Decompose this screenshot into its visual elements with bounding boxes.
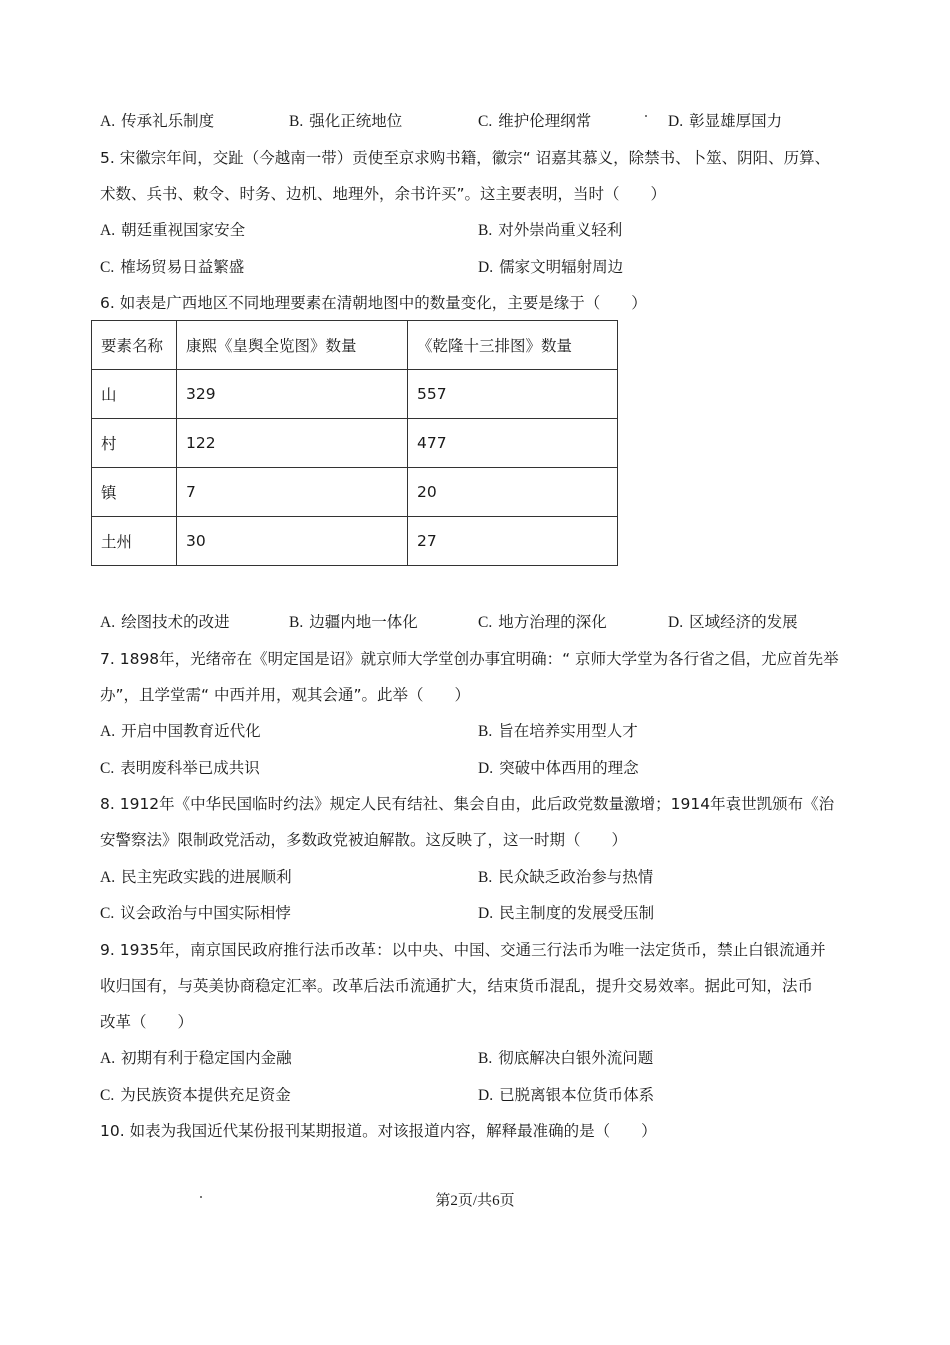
- table-cell: 20: [408, 468, 618, 517]
- q7-option-d: D. 突破中体西用的理念: [478, 759, 639, 777]
- table-cell: 27: [408, 517, 618, 566]
- q6-option-b: B. 边疆内地一体化: [289, 613, 418, 631]
- q7-option-b: B. 旨在培养实用型人才: [478, 722, 638, 740]
- q4-option-a: A. 传承礼乐制度: [100, 112, 215, 130]
- q8-option-d: D. 民主制度的发展受压制: [478, 904, 655, 922]
- q10-stem: 10. 如表为我国近代某份报刊某期报道。对该报道内容，解释最准确的是（ ）: [100, 1122, 657, 1140]
- q8-option-c: C. 议会政治与中国实际相悖: [100, 904, 291, 922]
- q4-option-b: B. 强化正统地位: [289, 112, 403, 130]
- q6-data-table: [91, 320, 618, 566]
- q6-option-a: A. 绘图技术的改进: [100, 613, 230, 631]
- q9-option-c: C. 为民族资本提供充足资金: [100, 1086, 291, 1104]
- table-row: [92, 370, 618, 419]
- q5-stem-line-2: 术数、兵书、敕令、时务、边机、地理外，余书许买”。这主要表明，当时（ ）: [100, 185, 667, 203]
- q5-option-a: A. 朝廷重视国家安全: [100, 221, 246, 239]
- q9-stem-line-1: 9. 1935年，南京国民政府推行法币改革：以中央、中国、交通三行法币为唯一法定货币，禁止白银流通并: [100, 941, 826, 959]
- q6-stem: 6. 如表是广西地区不同地理要素在清朝地图中的数量变化，主要是缘于（ ）: [100, 294, 647, 312]
- table-cell: 30: [177, 517, 408, 566]
- table-cell: 7: [177, 468, 408, 517]
- q8-stem-line-1: 8. 1912年《中华民国临时约法》规定人民有结社、集会自由，此后政党数量激增；1914年袁世凯颁布《治: [100, 795, 835, 813]
- q5-option-d: D. 儒家文明辐射周边: [478, 258, 624, 276]
- table-row: [92, 468, 618, 517]
- q6-option-d: D. 区域经济的发展: [668, 613, 798, 631]
- table-cell: 477: [408, 419, 618, 468]
- table-cell: 557: [408, 370, 618, 419]
- table-cell: 122: [177, 419, 408, 468]
- q8-option-b: B. 民众缺乏政治参与热情: [478, 868, 654, 886]
- table-cell: 村: [92, 419, 177, 468]
- q6-option-c: C. 地方治理的深化: [478, 613, 607, 631]
- stray-mark: [645, 115, 647, 117]
- table-header-row: [92, 321, 618, 370]
- q9-option-b: B. 彻底解决白银外流问题: [478, 1049, 654, 1067]
- q8-option-a: A. 民主宪政实践的进展顺利: [100, 868, 292, 886]
- q7-stem-line-1: 7. 1898年，光绪帝在《明定国是诏》就京师大学堂创办事宜明确：“ 京师大学堂为各行省之倡，尤应首先举: [100, 650, 839, 668]
- q5-stem-line-1: 5. 宋徽宗年间，交趾（今越南一带）贡使至京求购书籍，徽宗“ 诏嘉其慕义，除禁书、卜筮、阴阳、历算、: [100, 149, 831, 167]
- table-row: [92, 517, 618, 566]
- table-row: [92, 419, 618, 468]
- q7-stem-line-2: 办”，且学堂需“ 中西并用，观其会通”。此举（ ）: [100, 686, 471, 704]
- q4-option-c: C. 维护伦理纲常: [478, 112, 592, 130]
- table-cell: 329: [177, 370, 408, 419]
- table-cell: 山: [92, 370, 177, 419]
- table-header-cell: 康熙《皇舆全览图》数量: [177, 321, 408, 370]
- q7-option-c: C. 表明废科举已成共识: [100, 759, 260, 777]
- q4-option-d: D. 彰显雄厚国力: [668, 112, 783, 130]
- q9-stem-line-3: 改革（ ）: [100, 1013, 194, 1031]
- page-number-footer: 第2页/共6页: [435, 1193, 515, 1209]
- q7-option-a: A. 开启中国教育近代化: [100, 722, 261, 740]
- table-cell: 土州: [92, 517, 177, 566]
- q9-option-d: D. 已脱离银本位货币体系: [478, 1086, 655, 1104]
- q5-option-c: C. 榷场贸易日益繁盛: [100, 258, 245, 276]
- q9-stem-line-2: 收归国有，与英美协商稳定汇率。改革后法币流通扩大，结束货币混乱，提升交易效率。据此可知，法币: [100, 977, 814, 995]
- table-header-cell: 要素名称: [92, 321, 177, 370]
- table-cell: 镇: [92, 468, 177, 517]
- q5-option-b: B. 对外崇尚重义轻利: [478, 221, 623, 239]
- table-header-cell: 《乾隆十三排图》数量: [408, 321, 618, 370]
- q9-option-a: A. 初期有利于稳定国内金融: [100, 1049, 292, 1067]
- q8-stem-line-2: 安警察法》限制政党活动，多数政党被迫解散。这反映了，这一时期（ ）: [100, 831, 628, 849]
